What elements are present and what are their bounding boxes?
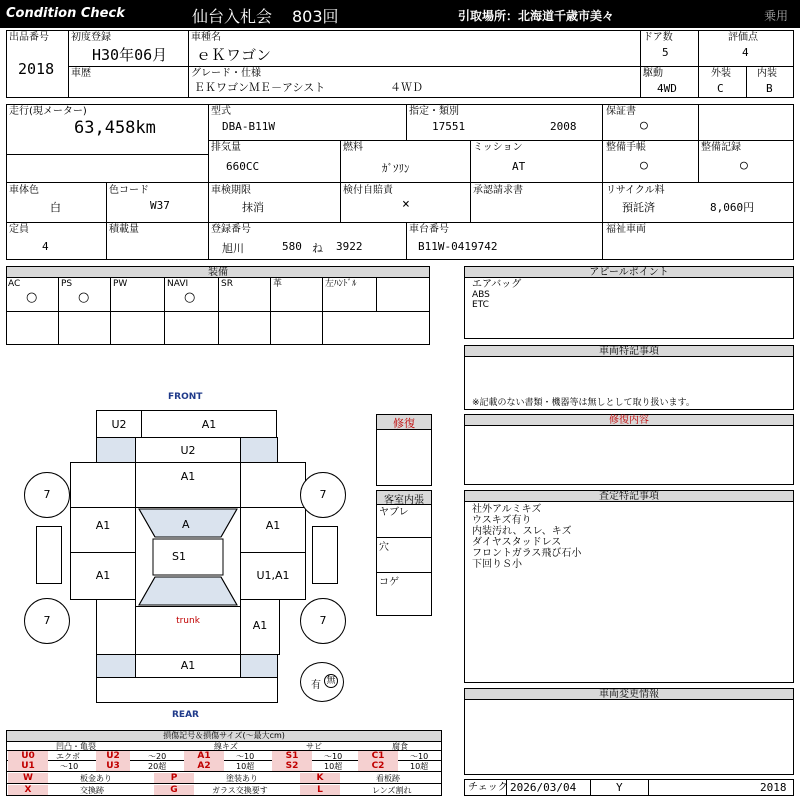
legend-a2: A2 [184, 761, 224, 771]
equip-ac-label: AC [8, 279, 21, 289]
interior-row-hole: 穴 [379, 542, 389, 553]
note-line-2: ウスキズ有り [472, 515, 532, 526]
panel-taillight-left [96, 654, 136, 678]
header-bar [0, 0, 800, 28]
spare-yes: 有 [311, 680, 321, 691]
legend-u1-desc: ～10 [60, 762, 79, 771]
panel-front-bumper-left: U2 [96, 410, 142, 438]
change-info-box [464, 699, 794, 775]
legend-p-desc: 塗装あり [226, 774, 258, 783]
exterior-label: 外装 [711, 68, 731, 79]
reg-no-label: 登録番号 [211, 224, 251, 235]
manual-value: ○ [640, 158, 648, 173]
car-name-value: ｅＫワゴン [196, 46, 272, 64]
interior-value: B [766, 82, 773, 95]
change-info-header: 車両変更情報 [464, 688, 794, 700]
fuel-label: 燃料 [343, 142, 363, 153]
mirror-right [312, 526, 338, 584]
front-label: FRONT [168, 392, 203, 402]
check-date: 2026/03/04 [510, 781, 577, 794]
legend-s1: S1 [272, 751, 312, 761]
wheel-rear-left: 7 [24, 598, 70, 644]
load-label: 積載量 [109, 224, 139, 235]
equip-ps-mark: ○ [78, 290, 90, 305]
auction-name: 仙台入札会 [192, 7, 273, 26]
appeal-header: アピールポイント [464, 266, 794, 278]
equip-ps-label: PS [61, 279, 73, 289]
legend-c1: C1 [358, 751, 398, 761]
legend-group-dent: 凹凸・亀裂 [56, 742, 96, 751]
repair-content-header: 修復内容 [464, 414, 794, 426]
inspection-label: 車検期限 [211, 185, 251, 196]
legend-s2-desc: 10超 [324, 762, 343, 771]
panel-front-bumper: A1 [141, 410, 277, 438]
note-line-4: ダイヤスタッドレス [472, 537, 562, 548]
panel-rear-skirt [96, 677, 278, 703]
manual-label: 整備手帳 [606, 142, 646, 153]
doors-value: 5 [662, 46, 669, 59]
auction-session: 803回 [292, 7, 339, 26]
score-label: 評価点 [728, 32, 758, 43]
color-value: 白 [50, 201, 61, 214]
designation-label: 指定・類別 [409, 106, 459, 117]
fuel-value: ｶﾞｿﾘﾝ [382, 162, 410, 175]
legend-group-scratch: 線キズ [214, 742, 238, 751]
interior-row-burn: コゲ [379, 577, 399, 588]
welfare-label: 福祉車両 [606, 224, 646, 235]
approval-label: 承認請求書 [473, 185, 523, 196]
special-header: 車両特記事項 [464, 345, 794, 357]
panel-windshield: A [182, 518, 190, 531]
reg-area: 旭川 [222, 242, 244, 255]
panel-rear-fender-right: A1 [240, 599, 280, 655]
category-label: 乗用 [764, 9, 789, 23]
legend-w: W [8, 773, 48, 783]
equipment-header: 装備 [6, 266, 430, 278]
legend-u1: U1 [8, 761, 48, 771]
pickup-location: 引取場所：北海道千歳市美々 [458, 9, 615, 23]
legend-x: X [8, 785, 48, 795]
check-label: チェック [468, 782, 508, 793]
form-title: Condition Check [6, 6, 125, 21]
note-line-3: 内装汚れ、スレ、キズ [472, 526, 572, 537]
grade-drive: ４ＷＤ [390, 81, 423, 94]
panel-trunk: trunk [135, 606, 241, 655]
legend-u3-desc: 20超 [148, 762, 167, 771]
note-line-5: フロントガラス飛び石小 [472, 548, 582, 559]
legend-l-desc: レンズ割れ [372, 786, 412, 795]
doors-label: ドア数 [643, 32, 673, 43]
check-lot: 2018 [760, 781, 787, 794]
inspection-value: 抹消 [242, 201, 264, 214]
reg-kana: ね [312, 242, 323, 255]
chassis-label: 車台番号 [409, 224, 449, 235]
legend-a1: A1 [184, 751, 224, 761]
legend-c2: C2 [358, 761, 398, 771]
panel-rear-fender-left [96, 599, 136, 655]
car-name-label: 車種名 [191, 32, 221, 43]
legend-u0-desc: エクボ [56, 752, 80, 761]
equip-lhd-label: 左ﾊﾝﾄﾞﾙ [325, 279, 357, 289]
legend-p: P [154, 773, 194, 783]
panel-headlight-right [240, 437, 278, 463]
mileage-value: 63,458km [74, 118, 156, 138]
grade-label: グレード・仕様 [191, 68, 261, 79]
legend-u2: U2 [96, 751, 130, 761]
legend-c2-desc: 10超 [410, 762, 429, 771]
mission-label: ミッション [473, 142, 523, 153]
panel-roof: S1 [172, 550, 186, 563]
interior-title: 客室内張 [377, 491, 431, 505]
color-label: 車体色 [9, 185, 39, 196]
check-inspector: Y [616, 781, 623, 794]
history-label: 車歴 [71, 68, 91, 79]
legend-u0: U0 [8, 751, 48, 761]
spare-tire [300, 662, 344, 702]
wheel-rear-right: 7 [300, 598, 346, 644]
legend-k-desc: 看板跡 [376, 774, 400, 783]
warranty-label: 保証書 [606, 106, 636, 117]
insurance-value: × [402, 197, 410, 212]
lot-label: 出品番号 [9, 32, 49, 43]
drive-label: 駆動 [643, 68, 663, 79]
panel-grille: U2 [135, 437, 241, 463]
legend-u3: U3 [96, 761, 130, 771]
mileage-label: 走行(現メーター) [9, 106, 87, 117]
equip-pw-label: PW [113, 279, 128, 289]
legend-a1-desc: ～10 [236, 752, 255, 761]
designation-year: 2008 [550, 120, 577, 133]
exterior-value: C [717, 82, 724, 95]
rear-label: REAR [172, 710, 199, 720]
equip-navi-label: NAVI [167, 279, 189, 289]
color-code-value: W37 [150, 199, 170, 212]
capacity-label: 定員 [9, 224, 29, 235]
panel-front-fender-right [240, 462, 306, 508]
panel-hood: A1 [135, 462, 241, 508]
legend-s2: S2 [272, 761, 312, 771]
wheel-front-left: 7 [24, 472, 70, 518]
special-note: ※記載のない書類・機器等は無しとして取り扱います。 [472, 398, 695, 408]
note-line-1: 社外アルミキズ [472, 504, 542, 515]
displacement-value: 660CC [226, 160, 260, 173]
legend-group-rust: サビ [306, 742, 322, 751]
appeal-line-3: ETC [472, 300, 489, 310]
grade-value: ＥＫワゴンＭＥ－アシスト [194, 81, 326, 94]
legend-a2-desc: 10超 [236, 762, 255, 771]
interior-row-tear: ヤブレ [379, 507, 409, 518]
recycle-value: 預託済 [622, 201, 655, 214]
legend-u2-desc: ～20 [148, 752, 167, 761]
legend-x-desc: 交換跡 [80, 786, 104, 795]
first-reg-value: H30年06月 [92, 46, 168, 64]
equip-ac-mark: ○ [26, 290, 38, 305]
equip-navi-mark: ○ [184, 290, 196, 305]
lot-number: 2018 [18, 60, 55, 78]
legend-w-desc: 板金あり [80, 774, 112, 783]
mirror-left [36, 526, 62, 584]
panel-rear-door-left: A1 [70, 552, 136, 600]
panel-headlight-left [96, 437, 136, 463]
note-line-6: 下回りＳ小 [472, 559, 522, 570]
score-value: 4 [742, 46, 749, 59]
interior-label: 内装 [757, 68, 777, 79]
legend-s1-desc: ～10 [324, 752, 343, 761]
color-code-label: 色コード [109, 185, 149, 196]
wheel-front-right: 7 [300, 472, 346, 518]
reg-number: 3922 [336, 240, 363, 253]
drive-value: 4WD [657, 82, 677, 95]
designation-value: 17551 [432, 120, 466, 133]
legend-l: L [300, 785, 340, 795]
recycle-amount: 8,060円 [710, 201, 755, 214]
panel-rear-bumper: A1 [135, 654, 241, 678]
panel-front-fender-left [70, 462, 136, 508]
recycle-label: リサイクル料 [606, 185, 665, 196]
legend-g-desc: ガラス交換要す [212, 786, 268, 795]
equip-sr-label: SR [221, 279, 233, 289]
model-label: 型式 [211, 106, 231, 117]
reg-class: 580 [282, 240, 302, 253]
repair-content-box [464, 425, 794, 485]
legend-title: 損傷記号＆損傷サイズ(～最大cm) [7, 731, 441, 741]
spare-no: 無 [324, 674, 338, 688]
displacement-label: 排気量 [211, 142, 241, 153]
record-label: 整備記録 [701, 142, 741, 153]
legend-group-corrosion: 腐食 [392, 742, 408, 751]
capacity-value: 4 [42, 240, 49, 253]
inspection-notes-header: 査定特記事項 [464, 490, 794, 502]
repair-box-title: 修復 [377, 415, 431, 430]
panel-front-door-right: A1 [240, 507, 306, 553]
equip-leather-label: 革 [273, 279, 283, 289]
chassis-value: B11W-0419742 [418, 240, 498, 253]
panel-rear-door-right: U1,A1 [240, 552, 306, 600]
warranty-value: ○ [640, 118, 648, 133]
mission-value: AT [512, 160, 526, 173]
insurance-label: 検付自賠責 [343, 185, 393, 196]
model-value: DBA-B11W [222, 120, 275, 133]
record-value: ○ [740, 158, 748, 173]
legend-g: G [154, 785, 194, 795]
panel-taillight-right [240, 654, 278, 678]
legend-k: K [300, 773, 340, 783]
legend-c1-desc: ～10 [410, 752, 429, 761]
panel-front-door-left: A1 [70, 507, 136, 553]
appeal-line-1: エアバッグ [472, 279, 522, 290]
appeal-line-2: ABS [472, 290, 490, 300]
first-reg-label: 初度登録 [71, 32, 111, 43]
